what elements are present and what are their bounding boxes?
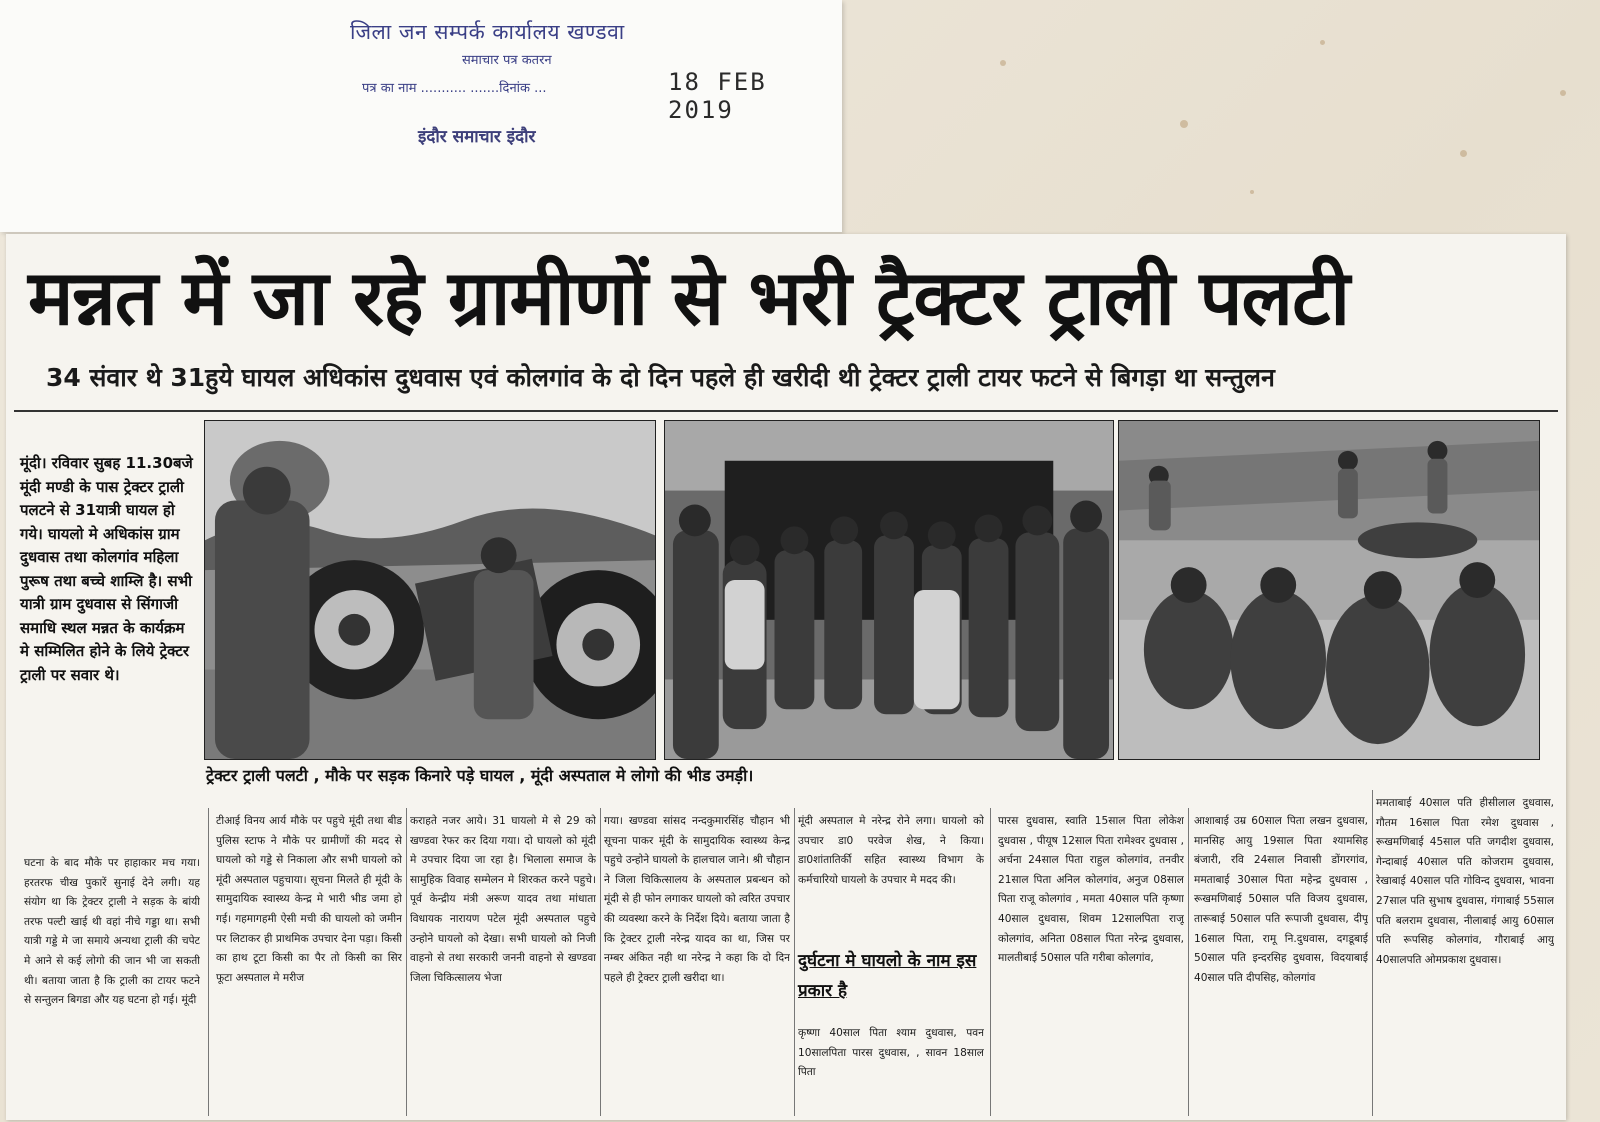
- photo-overturned-tractor: [204, 420, 656, 760]
- injured-list-part-1: कृष्णा 40साल पिता श्याम दुधवास, पवन 10सालपिता पारस दुधवास, , सावन 18साल पिता: [798, 1027, 984, 1079]
- newspaper-clipping: [6, 234, 1566, 1120]
- stamp-date: 18 FEB 2019: [668, 68, 767, 124]
- stamp-paper-line: पत्र का नाम ........... .......दिनांक ...: [362, 81, 547, 96]
- article-column-3: कराहते नजर आये। 31 घायलो मे से 29 को खण्डवा रेफर कर दिया गया। दो घायलो को मूंदी मे उपचार दिया जा रहा है। भिलाला समाज के सामुहिक विवाह सम्मेलन मे शिरकत करने पहुचे। पूर्व केन्द्रीय मंत्री अरूण यादव तथा मांधाता विधायक नारायण पटेल मूंदी अस्पताल पहुचे उन्होने घायलो को देखा। सभी घायलो को निजी वाहनो से तथा सरकारी जननी वाहनो से खण्डवा जिला चिकित्सालय भेजा: [410, 815, 596, 984]
- column-divider: [600, 808, 601, 1116]
- article-subheadline: 34 संवार थे 31हुये घायल अधिकांस दुधवास एवं कोलगांव के दो दिन पहले ही खरीदी थी ट्रेक्टर ट्राली टायर फटने से बिगड़ा था सन्तुलन: [46, 363, 1275, 392]
- column-divider: [794, 808, 795, 1116]
- article-lead: मूंदी। रविवार सुबह 11.30बजे मूंदी मण्डी के पास ट्रेक्टर ट्राली पलटने से 31यात्री घायल हो गये। घायलो मे अधिकांस ग्राम दुधवास तथा कोलगांव महिला पुरूष तथा बच्चे शाम्लि है। सभी यात्री ग्राम दुधवास से सिंगाजी समाधि स्थल मन्नत के कार्यक्रम मे सम्मिलित होने के लिये ट्रेक्टर ट्राली पर सवार थे।: [20, 454, 193, 684]
- stamp-office-name: जिला जन सम्पर्क कार्यालय खण्डवा: [350, 20, 625, 44]
- article-column-4: गया। खण्डवा सांसद नन्दकुमारसिंह चौहान भी सूचना पाकर मूंदी के सामुदायिक स्वास्थ्य केन्द्र पहुचे उन्होने घायलो के हालचाल जाने। श्री चौहान ने जिला चिकित्सालय के अस्पताल प्रबन्धन को मूंदी से ही फोन लगाकर घायलो को त्वरित उपचार की व्यवस्था करने के निर्देश दिये। बताया जाता है कि ट्रेक्टर ट्राली नरेन्द्र यादव का था, जिस पर नम्बर अंकित नही था नरेन्द्र ने कहा कि दो दिन पहले ही ट्रेक्टर ट्राली खरीदा था।: [604, 815, 790, 984]
- divider: [14, 410, 1558, 412]
- photo-caption: ट्रेक्टर ट्राली पलटी , मौके पर सड़क किनारे पड़े घायल , मूंदी अस्पताल मे लोगो की भीड उमड़ी।: [206, 766, 754, 785]
- article-column-1: घटना के बाद मौके पर हाहाकार मच गया। हरतरफ चीख पुकारें सुनाई देने लगी। यह संयोग था कि ट्रेक्टर ट्राली ने सड़क के बांयी तरफ पल्टी खाई थी वहां नीचे गड्डा था। सभी यात्री गड्डे मे जा समाये अन्यथा ट्राली की चपेट मे आने से कई लोगो की जान भी जा सकती थी। बताया जाता है कि ट्राली का टायर फटने से सन्तुलन बिगडा और यह घटना हो गई। मूंदी: [24, 857, 200, 1007]
- column-divider: [1372, 790, 1373, 1116]
- injured-list-part-3: आशाबाई उम्र 60साल पिता लखन दुधवास, मानसिह आयु 19साल पिता श्यामसिह बंजारी, रवि 24साल निवासी डोंगरगांव, ममताबाई 30साल पिता महेन्द्र दुधवास , रूखमणिबाई 50साल पति विजय दुधवास, तारूबाई 50साल पति रूपाजी दुधवास, दीपू 16साल पिता, रामू नि.दुधवास, दगडूबाई 50साल पति इन्दरसिह दुधवास, विदयाबाई 40साल पति दीपसिह, कोलगांव: [1194, 815, 1368, 984]
- stamp-subtitle: समाचार पत्र कतरन: [462, 53, 552, 68]
- injured-list-part-4: ममताबाई 40साल पति हीसीलाल दुधवास, गौतम 16साल पिता रमेश दुधवास , रूखमणिबाई 45साल पति जगदीश दुधवास, गेन्दाबाई 40साल पति कोजराम दुधवास, रेखाबाई 40साल पति गोविन्द दुधवास, भावना 27साल पति सुभाष दुधवास, गंगाबाई 55साल पति बलराम दुधवास, नीलाबाई आयु 60साल पति रूपसिह कोलगांव, गौराबाई आयु 40सालपति ओमप्रकाश दुधवास।: [1376, 797, 1554, 966]
- article-column-5: मूंदी अस्पताल मे नरेन्द्र रोने लगा। घायलो को उपचार डा0 परवेज शेख, ने किया। डा0शांतातिर्की सहित स्वास्थ्य विभाग के कर्मचारियो घायलो के उपचार मे मदद की।: [798, 815, 984, 886]
- injured-list-heading: दुर्घटना मे घायलो के नाम इस प्रकार है: [798, 951, 977, 1001]
- column-divider: [990, 808, 991, 1116]
- injured-list-part-2: पारस दुधवास, स्वाति 15साल पिता लोकेश दुधवास , पीयूष 12साल पिता रामेश्वर दुधवास , अर्चना 24साल पिता राहुल कोलगांव, तनवीर 21साल पिता अनिल कोलगांव, अनुज 08साल पिता राजू कोलगांव , ममता 40साल पति कृष्णा 40साल दुधवास, शिवम 12सालपिता राजू कोलगांव, अनिता 08साल पिता नरेन्द्र दुधवास, मालतीबाई 50साल पति गरीबा कोलगांव,: [998, 815, 1184, 965]
- stamp-paper-name: इंदौर समाचार इंदौर: [418, 127, 536, 147]
- column-divider: [406, 808, 407, 1116]
- article-column-2: टीआई विनय आर्य मौके पर पहुचे मूंदी तथा बीड पुलिस स्टाफ ने मौके पर ग्रामीणों की मदद से घायलो को गड्डे से निकाला और सभी घायलो को मूंदी अस्पताल पहुचाया। सूचना मिलते ही मूंदी के सामुदायिक स्वास्थ्य केन्द्र मे भारी भीड जमा हो गई। गहमागहमी ऐसी मची की घायलो को जमीन पर लिटाकर ही प्राथमिक उपचार देना पड़ा। किसी का हाथ टूटा किसी का पैर तो किसी का सिर फूटा अस्पताल मे मरीज: [216, 815, 402, 984]
- photo-hospital-crowd: [664, 420, 1114, 760]
- stamp-slip: [0, 0, 842, 232]
- column-divider: [208, 808, 209, 1116]
- photo-injured-roadside: [1118, 420, 1540, 760]
- article-headline: मन्नत में जा रहे ग्रामीणों से भरी ट्रैक्टर ट्राली पलटी: [28, 253, 1350, 342]
- column-divider: [1188, 808, 1189, 1116]
